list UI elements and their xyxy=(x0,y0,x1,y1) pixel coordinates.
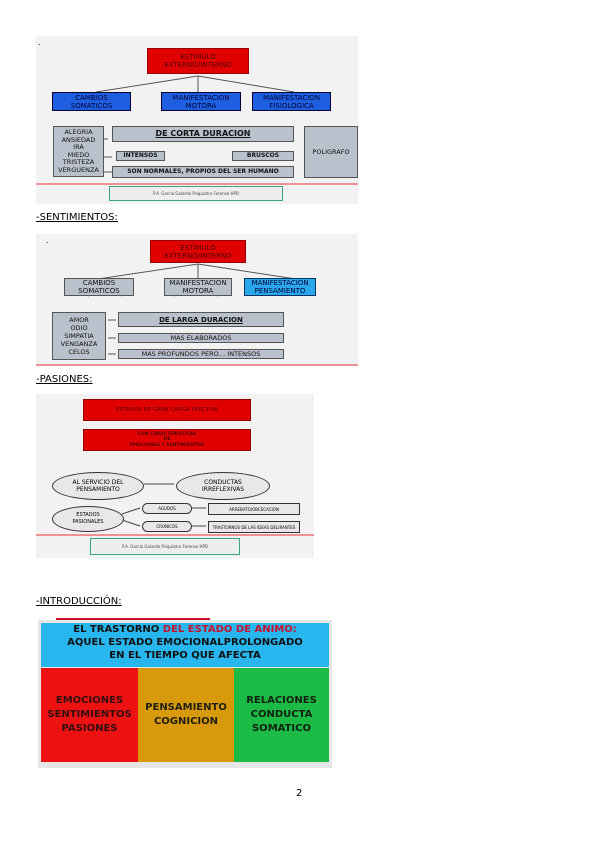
intro-title-a: EL TRASTORNO xyxy=(73,624,163,635)
slide-dot: . xyxy=(46,236,49,245)
thought-cell: PENSAMIENTO COGNICION xyxy=(138,668,234,762)
slide-footer: P.A. García Galardo Psiquiatra Forense HPD xyxy=(90,538,240,555)
normal-human-box: SON NORMALES, PROPIOS DEL SER HUMANO xyxy=(112,166,294,178)
emotions-cell: EMOCIONES SENTIMIENTOS PASIONES xyxy=(41,668,138,762)
stimulus-box: ESTIMULO EXTERNO/INTERNO xyxy=(147,48,249,74)
more-elaborate-box: MAS ELABORADOS xyxy=(118,333,284,343)
relations-cell: RELACIONES CONDUCTA SOMATICO xyxy=(234,668,329,762)
polygraph-box: POLIGRAFO xyxy=(304,126,358,178)
slide-emociones xyxy=(36,36,358,204)
intro-title-line2: AQUEL ESTADO EMOCIONALPROLONGADO xyxy=(67,637,303,648)
somatic-changes-box: CAMBIOS SOMATICOS xyxy=(64,278,134,296)
thought-manifestation-box: MANIFESTACION PENSAMIENTO xyxy=(244,278,316,296)
slide-sentimientos xyxy=(36,234,358,366)
intro-header xyxy=(41,623,329,667)
somatic-changes-box: CAMBIOS SOMATICOS xyxy=(52,92,131,111)
slide-pasiones xyxy=(36,394,314,558)
deeper-intense-box: MAS PROFUNDOS PERO… INTENSOS xyxy=(118,349,284,359)
affective-charge-box: ESTADOS DE GRAN CARGA AFECTIVA xyxy=(83,399,251,421)
slide-dot: . xyxy=(38,38,41,47)
rapture-box: ARREBATO/OBCECACION xyxy=(208,503,300,515)
intro-title-line3: EN EL TIEMPO QUE AFECTA xyxy=(109,650,261,661)
short-duration-box: DE CORTA DURACION xyxy=(112,126,294,142)
physiological-manifestation-box: MANIFESTACION FISIOLOGICA xyxy=(252,92,331,111)
acute-pill: AGUDOS xyxy=(142,503,192,514)
section-label-pasiones: -PASIONES: xyxy=(36,374,93,385)
page-number: 2 xyxy=(296,788,303,799)
abrupt-box: BRUSCOS xyxy=(232,151,294,161)
emotions-list-box: ALEGRIA ANSIEDAD IRA MIEDO TRISTEZA VERGUENZA xyxy=(53,126,104,177)
thought-service-ellipse: AL SERVICIO DEL PENSAMIENTO xyxy=(52,472,144,500)
passion-states-ellipse: ESTADOS PASIONALES xyxy=(52,506,124,532)
slide-footer: P.A. García Galardo Psiquiatra Forense HPD xyxy=(109,186,283,201)
section-label-introduccion: -INTRODUCCIÓN: xyxy=(36,596,122,607)
irreflexive-conduct-ellipse: CONDUCTAS IRREFLEXIVAS xyxy=(176,472,270,500)
characteristics-box: CON CARACTERISTICAS DE EMOCIONES Y SENTIMIENTOS xyxy=(83,429,251,451)
intense-box: INTENSOS xyxy=(116,151,165,161)
long-duration-box: DE LARGA DURACION xyxy=(118,312,284,327)
delusional-disorders-box: TRASTORNOS DE LAS IDEAS DELIRANTES xyxy=(208,521,300,533)
chronic-pill: CRONICOS xyxy=(142,521,192,532)
motor-manifestation-box: MANIFESTACION MOTORA xyxy=(164,278,232,296)
feelings-list-box: AMOR ODIO SIMPATIA VENGANZA CELOS xyxy=(52,312,106,360)
stimulus-box: ESTIMULO EXTERNO/INTERNO xyxy=(150,240,246,263)
motor-manifestation-box: MANIFESTACION MOTORA xyxy=(161,92,241,111)
section-label-sentimientos: -SENTIMIENTOS: xyxy=(36,212,118,223)
slide-introduccion xyxy=(38,620,332,768)
intro-title-b: DEL ESTADO DE ANIMO: xyxy=(162,624,297,635)
